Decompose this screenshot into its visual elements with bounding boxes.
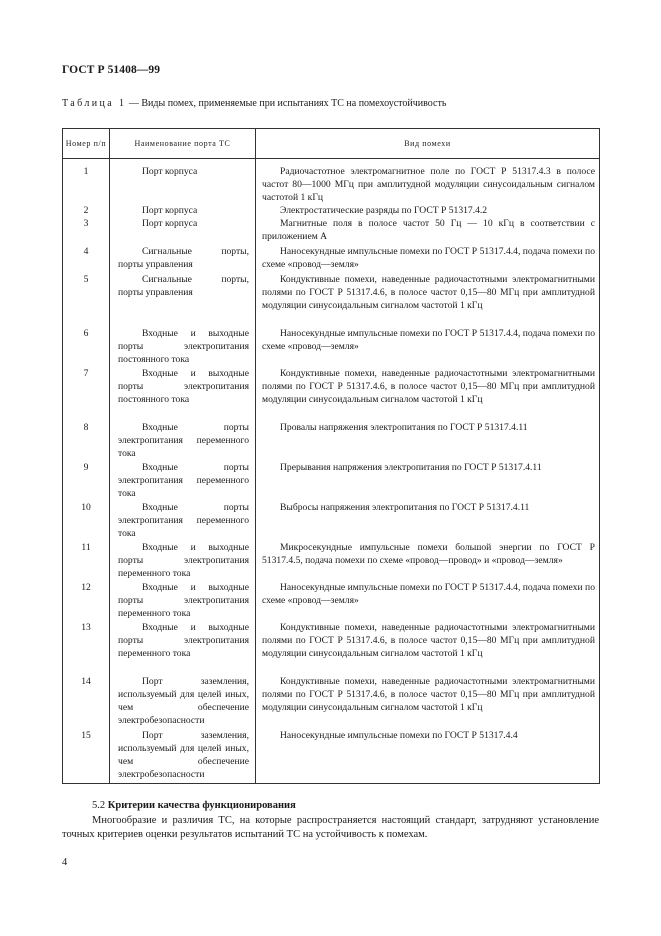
row-type: Наносекундные импульсные помехи по ГОСТ Р 51317.4.4, подача помехи по схеме «провод—земля» bbox=[256, 327, 600, 367]
row-number: 5 bbox=[63, 273, 110, 327]
row-port: Входные порты электропитания переменного тока bbox=[110, 501, 256, 541]
row-type: Радиочастотное электромагнитное поле по ГОСТ Р 51317.4.3 в полосе частот 80—1000 МГц при амплитудной модуляции синусоидальным сигналом частотой 1 кГц bbox=[256, 159, 600, 205]
row-number: 9 bbox=[63, 461, 110, 501]
table-header-row bbox=[63, 129, 600, 159]
section-heading bbox=[92, 800, 296, 811]
table-row bbox=[63, 217, 600, 245]
row-type: Провалы напряжения электропитания по ГОСТ Р 51317.4.11 bbox=[256, 421, 600, 461]
row-port: Порт заземления, используемый для целей иных, чем обеспечение электробезопасности bbox=[110, 729, 256, 784]
row-number: 4 bbox=[63, 245, 110, 273]
row-number: 14 bbox=[63, 675, 110, 729]
row-type: Кондуктивные помехи, наведенные радиочастотными электромагнитными полями по ГОСТ Р 51317.4.6, в полосе частот 0,15—80 МГц при амплитудной модуляции синусоидальным сигналом частотой 1 кГц bbox=[256, 367, 600, 421]
row-number: 1 bbox=[63, 159, 110, 205]
row-port: Входные порты электропитания переменного тока bbox=[110, 421, 256, 461]
table-row bbox=[63, 245, 600, 273]
row-type: Выбросы напряжения электропитания по ГОСТ Р 51317.4.11 bbox=[256, 501, 600, 541]
section-number: 5.2 bbox=[92, 800, 106, 811]
table-row bbox=[63, 159, 600, 205]
row-port: Порт корпуса bbox=[110, 159, 256, 205]
row-port: Входные и выходные порты электропитания переменного тока bbox=[110, 581, 256, 621]
row-number: 8 bbox=[63, 421, 110, 461]
table-caption-label: Таблица 1 bbox=[62, 98, 127, 109]
row-number: 13 bbox=[63, 621, 110, 675]
row-port: Сигнальные порты, порты управления bbox=[110, 273, 256, 327]
table-caption bbox=[62, 98, 446, 109]
section-paragraph: Многообразие и различия ТС, на которые распространяется настоящий стандарт, затрудняют установление точных критериев оценки результатов испытаний ТС на устойчивость к помехам. bbox=[62, 815, 599, 840]
document-code: ГОСТ Р 51408—99 bbox=[62, 64, 161, 76]
section-title: Критерии качества функционирования bbox=[107, 800, 296, 811]
row-port: Входные и выходные порты электропитания постоянного тока bbox=[110, 367, 256, 421]
table-row bbox=[63, 204, 600, 217]
row-number: 6 bbox=[63, 327, 110, 367]
row-type: Наносекундные импульсные помехи по ГОСТ Р 51317.4.4, подача помехи по схеме «провод—земля» bbox=[256, 245, 600, 273]
row-port: Порт корпуса bbox=[110, 204, 256, 217]
table-row bbox=[63, 621, 600, 675]
row-type: Кондуктивные помехи, наведенные радиочастотными электромагнитными полями по ГОСТ Р 51317.4.6, в полосе частот 0,15—80 МГц при амплитудной модуляции синусоидальным сигналом частотой 1 кГц bbox=[256, 273, 600, 327]
row-type: Микросекундные импульсные помехи большой энергии по ГОСТ Р 51317.4.5, подача помехи по схеме «провод—провод» и «провод—земля» bbox=[256, 541, 600, 581]
row-number: 12 bbox=[63, 581, 110, 621]
table-row bbox=[63, 581, 600, 621]
row-port: Порт корпуса bbox=[110, 217, 256, 245]
row-type: Кондуктивные помехи, наведенные радиочастотными электромагнитными полями по ГОСТ Р 51317.4.6, в полосе частот 0,15—80 МГц при амплитудной модуляции синусоидальным сигналом частотой 1 кГц bbox=[256, 621, 600, 675]
row-port: Сигнальные порты, порты управления bbox=[110, 245, 256, 273]
table-row bbox=[63, 501, 600, 541]
table-row bbox=[63, 367, 600, 421]
table-row bbox=[63, 729, 600, 784]
row-number: 10 bbox=[63, 501, 110, 541]
row-number: 15 bbox=[63, 729, 110, 784]
table-row bbox=[63, 541, 600, 581]
row-number: 11 bbox=[63, 541, 110, 581]
table-row bbox=[63, 461, 600, 501]
interference-table bbox=[62, 128, 600, 784]
row-port: Входные порты электропитания переменного тока bbox=[110, 461, 256, 501]
table-row bbox=[63, 675, 600, 729]
row-type: Прерывания напряжения электропитания по ГОСТ Р 51317.4.11 bbox=[256, 461, 600, 501]
row-port: Входные и выходные порты электропитания переменного тока bbox=[110, 541, 256, 581]
row-number: 3 bbox=[63, 217, 110, 245]
row-type: Магнитные поля в полосе частот 50 Гц — 10 кГц в соответствии с приложением А bbox=[256, 217, 600, 245]
table-row bbox=[63, 273, 600, 327]
table-row bbox=[63, 421, 600, 461]
table-caption-text: — Виды помех, применяемые при испытаниях ТС на помехоустойчивость bbox=[126, 98, 447, 109]
header-number: Номер п/п bbox=[63, 129, 110, 159]
header-port: Наименование порта ТС bbox=[110, 129, 256, 159]
row-port: Входные и выходные порты электропитания переменного тока bbox=[110, 621, 256, 675]
row-number: 2 bbox=[63, 204, 110, 217]
page-number: 4 bbox=[62, 857, 68, 868]
row-type: Наносекундные импульсные помехи по ГОСТ Р 51317.4.4 bbox=[256, 729, 600, 784]
row-port: Входные и выходные порты электропитания постоянного тока bbox=[110, 327, 256, 367]
row-port: Порт заземления, используемый для целей иных, чем обеспечение электробезопасности bbox=[110, 675, 256, 729]
row-number: 7 bbox=[63, 367, 110, 421]
table-row bbox=[63, 327, 600, 367]
row-type: Электростатические разряды по ГОСТ Р 51317.4.2 bbox=[256, 204, 600, 217]
header-type: Вид помехи bbox=[256, 129, 600, 159]
row-type: Наносекундные импульсные помехи по ГОСТ Р 51317.4.4, подача помехи по схеме «провод—земля» bbox=[256, 581, 600, 621]
row-type: Кондуктивные помехи, наведенные радиочастотными электромагнитными полями по ГОСТ Р 51317.4.6, в полосе частот 0,15—80 МГц при амплитудной модуляции синусоидальным сигналом частотой 1 кГц bbox=[256, 675, 600, 729]
